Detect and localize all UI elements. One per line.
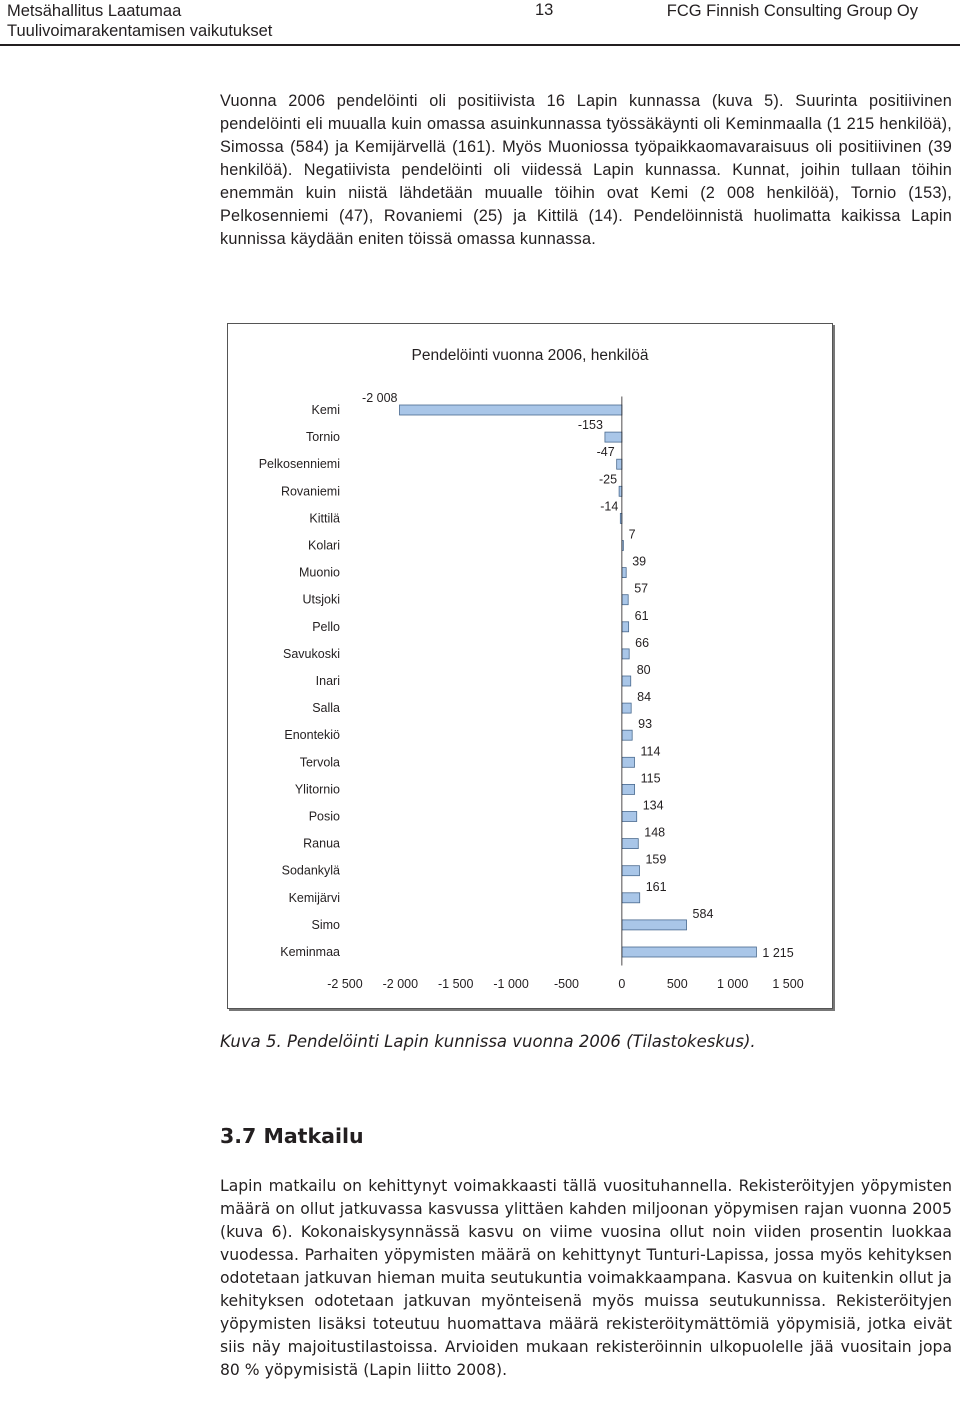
header-document-title: Tuulivoimarakentamisen vaikutukset [7,22,273,40]
category-label: Enontekiö [284,728,340,743]
category-label: Kittilä [309,511,340,526]
value-label: -14 [600,499,619,514]
bar [622,947,757,957]
bars [399,405,756,957]
value-label: 159 [645,852,667,867]
bar [622,839,638,849]
bar [605,432,622,442]
value-label: 161 [645,879,667,894]
value-label: 1 215 [762,946,794,960]
header-left [7,1,272,41]
bar [622,622,629,632]
category-label: Posio [308,809,340,824]
value-label: 80 [636,663,651,677]
page-number: 13 [535,1,554,19]
bar [622,676,631,686]
category-label: Salla [312,701,340,716]
bar [622,866,640,876]
value-label: -47 [596,445,615,460]
x-tick-label: -2 000 [382,977,419,991]
value-label: 57 [634,581,649,596]
figure-caption: Kuva 5. Pendelöinti Lapin kunnissa vuonna 2006 (Tilastokeskus). [220,1032,756,1051]
value-label: -153 [577,418,603,433]
section-title: 3.7 Matkailu [220,1124,364,1148]
header-company: FCG Finnish Consulting Group Oy [666,2,918,20]
bar [622,920,687,930]
chart-title: Pendelöinti vuonna 2006, henkilöä [411,347,649,364]
x-tick-label: 500 [666,977,688,991]
header-organization: Metsähallitus Laatumaa [7,2,182,20]
value-label: 61 [634,608,649,623]
value-label: -2 008 [362,391,398,405]
bar [619,486,622,496]
x-tick-label: 1 500 [772,977,804,991]
value-label: 66 [635,635,650,650]
value-label: -25 [599,472,618,487]
bar [622,703,631,713]
x-tick-label: -1 500 [438,977,474,991]
bar [617,459,622,469]
bar [622,812,637,822]
category-label: Utsjoki [302,592,340,607]
bar [622,893,640,903]
category-label: Muonio [299,565,340,580]
header-divider [0,44,960,46]
category-label: Inari [315,674,340,688]
value-label: 115 [640,771,661,786]
category-labels [259,403,340,959]
category-label: Tornio [305,430,340,445]
bar [622,595,628,605]
category-label: Ylitornio [294,782,340,797]
intro-paragraph: Vuonna 2006 pendelöinti oli positiivista 16 Lapin kunnassa (kuva 5). Suurinta positiivinen pendelöinti eli muualla kuin omassa asuinkunnassa työssäkäynti oli Keminmaalla (1 215 henkilöä), Simossa (584) ja Kemijärvellä (161). Myös Muoniossa työpaikkaomavaraisuus oli positiivinen (39 henkilöä). Negatiivista pendelöinti oli viidessä Lapin kunnassa. Kunnat, joihin tullaan töihin enemmän kuin niistä lähdetään muualle töihin ovat Kemi (2 008 henkilöä), Tornio (153), Pelkosenniemi (47), Rovaniemi (25) ja Kittilä (14). Pendelöinnistä huolimatta kaikissa Lapin kunnissa käydään eniten töissä omassa kunnassa. [220,92,952,248]
x-tick-label: 1 000 [716,977,749,991]
value-label: 84 [637,690,652,705]
category-label: Savukoski [283,646,340,661]
value-label: 39 [632,554,647,569]
chart-container [227,323,833,1009]
category-label: Rovaniemi [280,484,340,499]
value-labels [362,391,794,960]
category-label: Kemijärvi [288,890,340,905]
bar [399,405,621,415]
category-label: Pelkosenniemi [258,457,340,472]
category-label: Tervola [299,755,340,770]
x-tick-label: -500 [553,977,580,991]
bar [622,757,635,767]
bar [622,784,635,794]
commuting-bar-chart [228,324,832,1008]
value-label: 114 [640,744,661,759]
category-label: Simo [311,917,340,932]
x-axis [327,396,803,991]
value-label: 7 [628,527,636,542]
value-label: 148 [644,825,666,840]
category-label: Kolari [308,538,340,553]
category-label: Ranua [303,836,340,851]
x-tick-label: -2 500 [327,977,363,991]
bar [622,730,632,740]
x-tick-label: -1 000 [493,977,529,991]
x-tick-label: 0 [618,977,626,991]
bar [622,568,626,578]
body-paragraph: Lapin matkailu on kehittynyt voimakkaasti tällä vuosituhannella. Rekisteröityjen yöpymisten määrä on ollut jatkuvassa kasvussa ylittäen kahden miljoonan yöpymisen rajan vuonna 2005 (kuva 6). Kokonaiskysynnässä kasvu on viime vuosina ollut noin viiden prosentin luokkaa vuodessa. Parhaiten yöpymisten määrä on kehittynyt Tunturi-Lapissa, jossa myös kehityksen odotetaan jatkuvan hieman muita seutukuntia voimakkaampana. Kasvua on kuitenkin ollut ja kehityksen odotetaan jatkuvan myönteisenä myös muissa seutukunnissa. Rekisteröityjen yöpymisten lisäksi toteutuu huomattava määrä rekisteröitymättömiä yöpymisiä, jotka eivät siis näy majoitustilastoissa. Arvioiden mukaan rekisteröinnin ulkopuolelle jää vuositain jopa 80 % yöpymisistä (Lapin liitto 2008). [220,1177,952,1379]
value-label: 584 [692,906,714,921]
category-label: Kemi [311,403,340,417]
bar [622,649,629,659]
value-label: 93 [638,717,653,732]
category-label: Sodankylä [281,863,340,878]
value-label: 134 [642,798,664,813]
category-label: Pello [312,619,340,634]
category-label: Keminmaa [280,945,340,959]
